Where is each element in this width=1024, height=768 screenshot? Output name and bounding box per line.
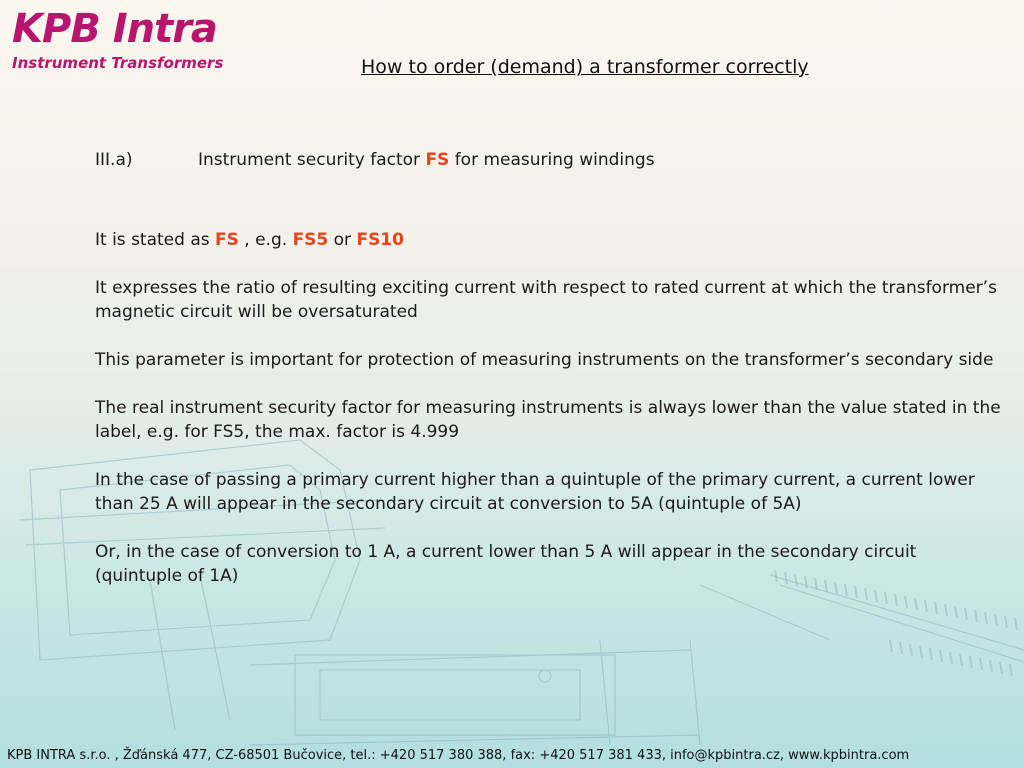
logo-tagline: Instrument Transformers (12, 54, 224, 72)
paragraph-importance: This parameter is important for protection of measuring instruments on the transformer’s secondary side (95, 350, 994, 370)
section-text-after: for measuring windings (449, 150, 655, 170)
paragraph-quintuple-1a: Or, in the case of conversion to 1 A, a current lower than 5 A will appear in the secondary circuit (quintuple of 1A) (95, 542, 917, 586)
section-text-before: Instrument security factor (198, 150, 426, 170)
stated-mid: , e.g. (238, 230, 293, 250)
content-body (95, 228, 1005, 612)
stated-as-paragraph (95, 228, 1005, 252)
logo-wordmark: KPB Intra (12, 6, 217, 52)
stated-fs5: FS5 (292, 230, 329, 250)
footer-contact: KPB INTRA s.r.o. , Žďánská 477, CZ-68501 Bučovice, tel.: +420 517 380 388, fax: +420 517 381 433, info@kpbintra.cz, www.kpbintra.com (7, 748, 910, 763)
company-logo (10, 6, 340, 72)
stated-fs10: FS10 (356, 230, 404, 250)
stated-fs: FS (215, 230, 239, 250)
paragraph-real-factor: The real instrument security factor for measuring instruments is always lower than the value stated in the label, e.g. for FS5, the max. factor is 4.999 (95, 398, 1001, 442)
paragraph-quintuple-5a: In the case of passing a primary current higher than a quintuple of the primary current, a current lower than 25 A will appear in the secondary circuit at conversion to 5A (quintuple of 5A) (95, 470, 975, 514)
section-heading (95, 148, 655, 172)
section-highlight-fs: FS (425, 150, 450, 170)
page-title: How to order (demand) a transformer correctly (361, 56, 809, 78)
paragraph-ratio: It expresses the ratio of resulting exciting current with respect to rated current at which the transformer’s magnetic circuit will be oversaturated (95, 278, 997, 322)
stated-prefix: It is stated as (95, 230, 216, 250)
stated-or: or (328, 230, 357, 250)
section-number: III.a) (95, 150, 133, 170)
